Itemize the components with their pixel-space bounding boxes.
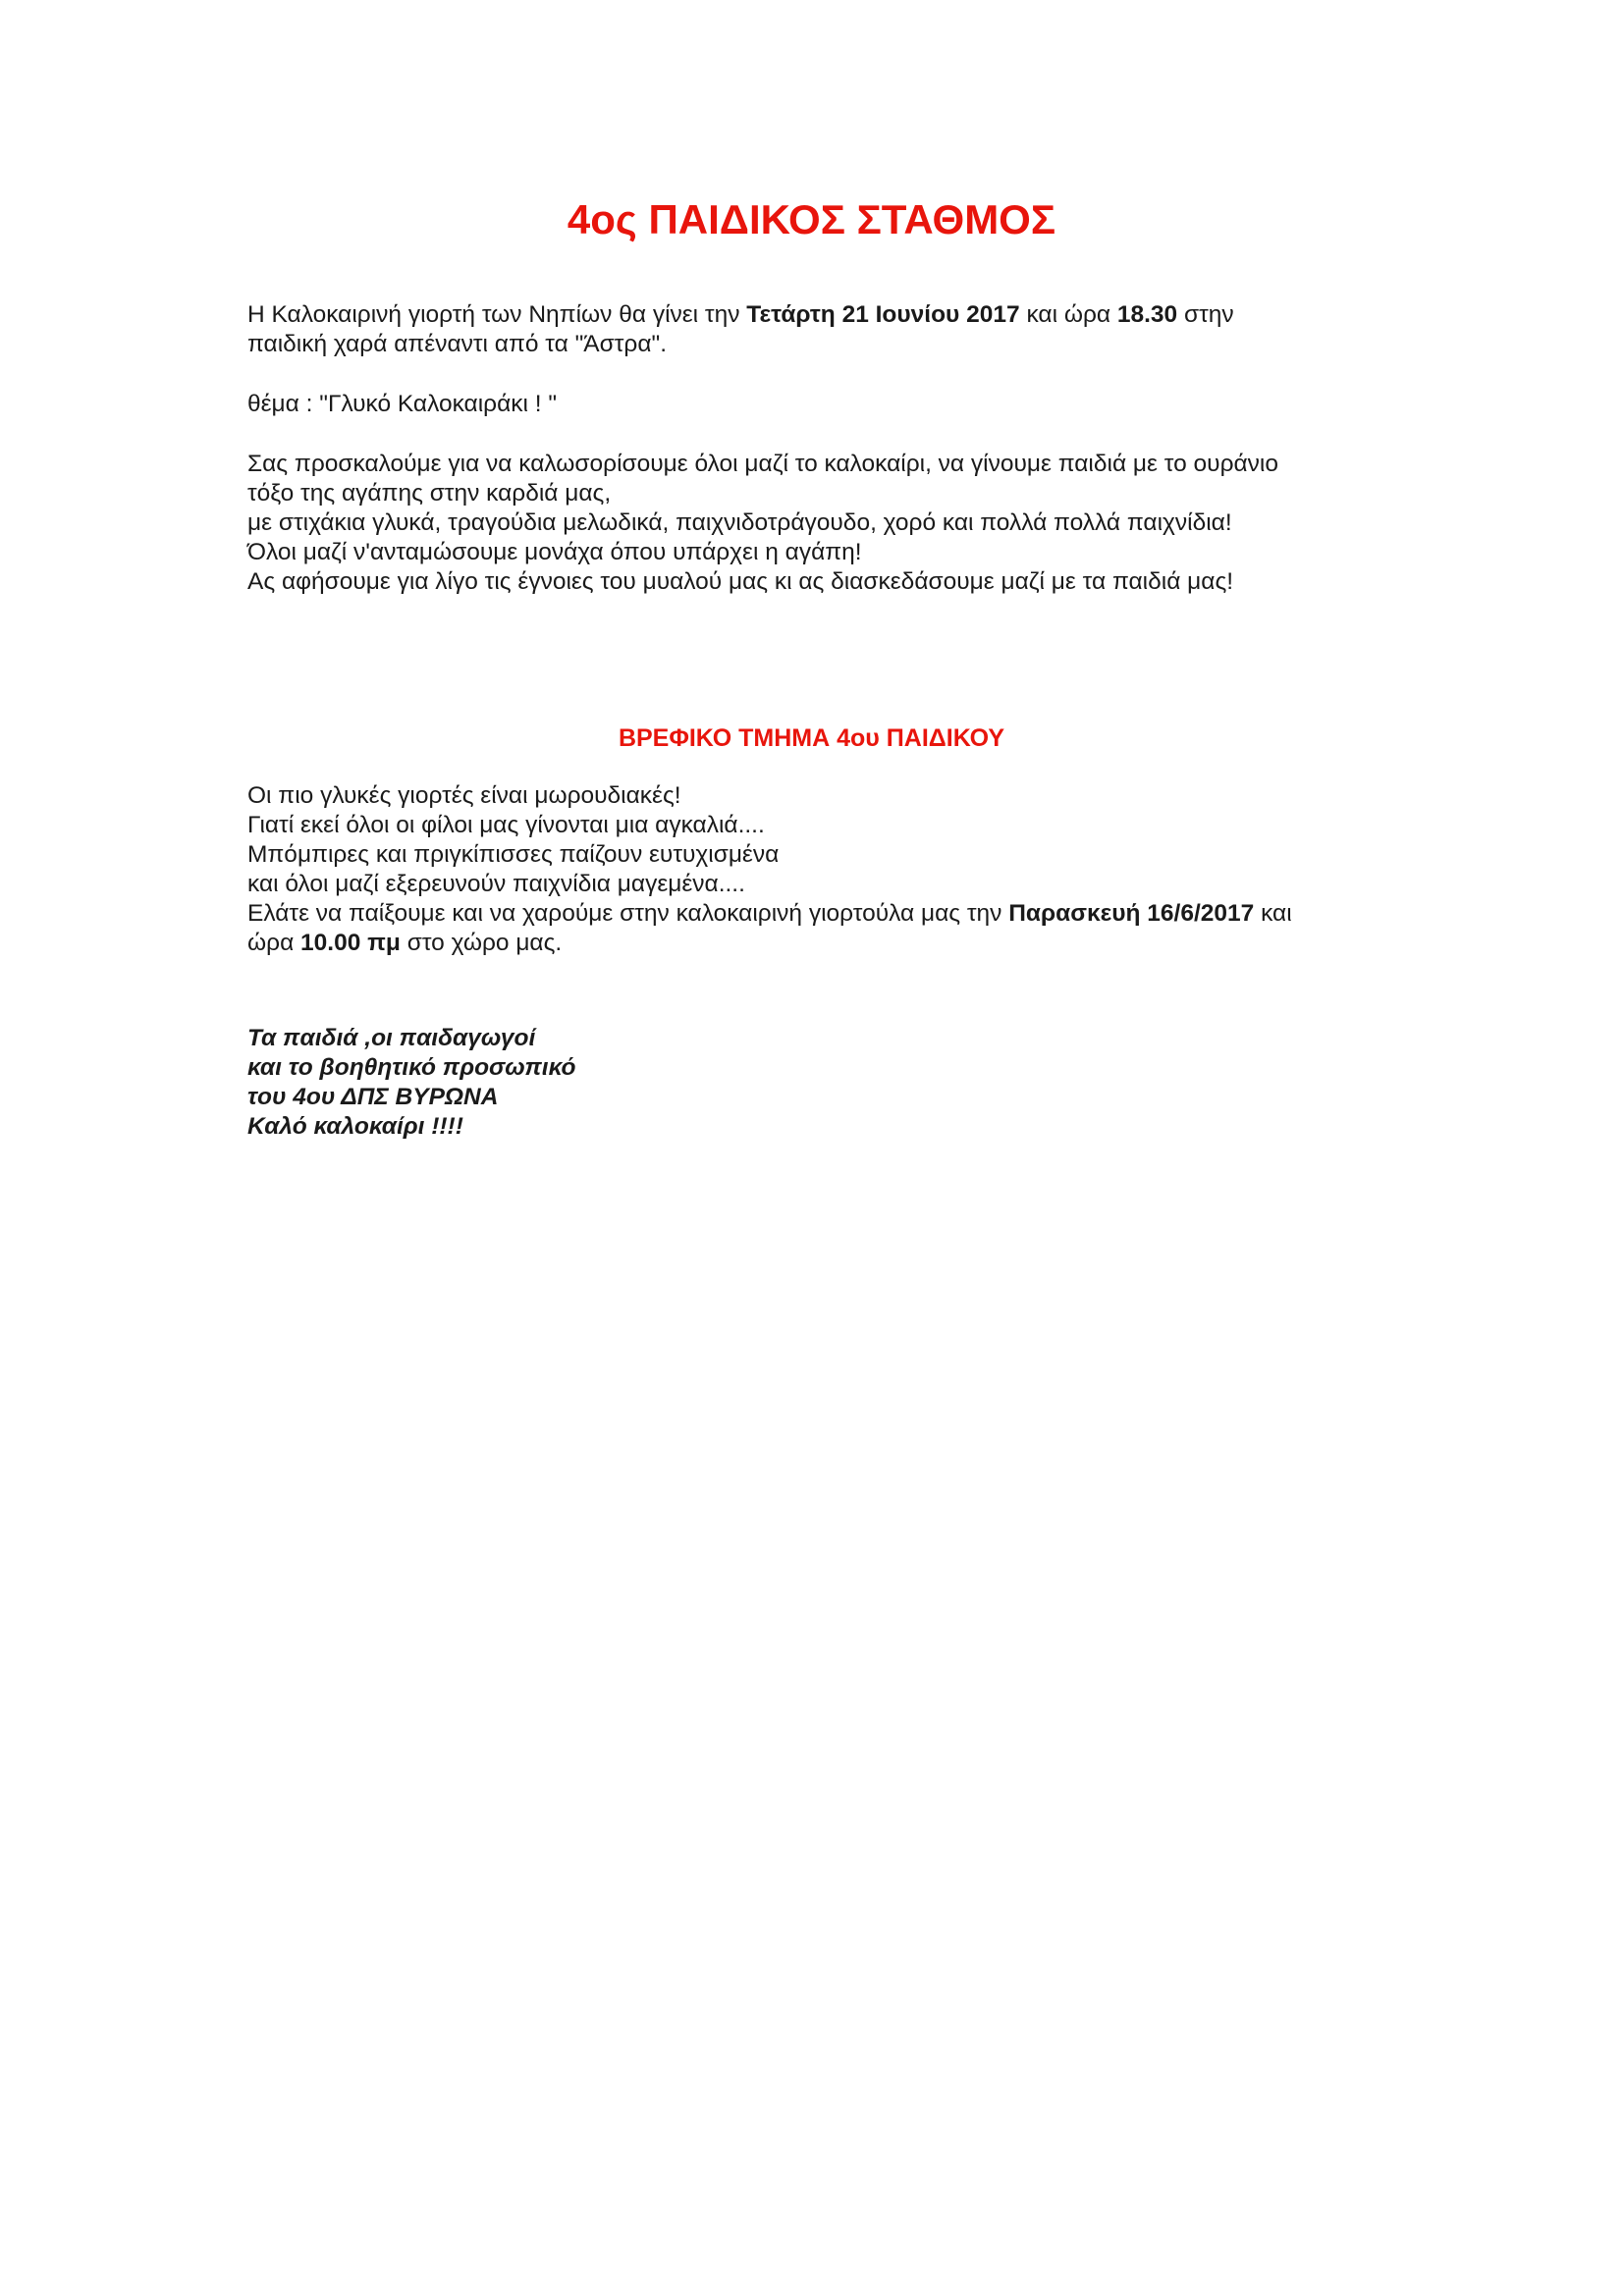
section-subtitle: ΒΡΕΦΙΚΟ ΤΜΗΜΑ 4ου ΠΑΙΔΙΚΟΥ xyxy=(618,724,1005,752)
signature-line: και το βοηθητικό προσωπικό xyxy=(247,1054,576,1081)
theme-line: θέμα : "Γλυκό Καλοκαιράκι ! " xyxy=(247,391,558,417)
signature-line: Τα παιδιά ,οι παιδαγωγοί xyxy=(247,1025,536,1051)
invitation-line: Όλοι μαζί ν'ανταμώσουμε μονάχα όπου υπάρχει η αγάπη! xyxy=(247,539,862,565)
invitation-line: τόξο της αγάπης στην καρδιά μας, xyxy=(247,480,612,507)
infant-line: Οι πιο γλυκές γιορτές είναι μωρουδιακές! xyxy=(247,782,681,809)
intro-text-3: στην xyxy=(1177,301,1234,328)
infant-text-4: στο χώρο μας. xyxy=(400,930,563,956)
invitation-paragraph xyxy=(247,450,1406,597)
infant-paragraph xyxy=(247,781,1406,958)
invitation-line: Ας αφήσουμε για λίγο τις έγνοιες του μυαλού μας κι ας διασκεδάσουμε μαζί με τα παιδιά μας! xyxy=(247,568,1234,595)
signature-line: Καλό καλοκαίρι !!!! xyxy=(247,1113,463,1140)
intro-paragraph xyxy=(247,300,1406,359)
infant-date: Παρασκευή 16/6/2017 xyxy=(1008,900,1255,927)
infant-time: 10.00 πμ xyxy=(300,930,401,956)
infant-invite-line-1 xyxy=(247,899,1406,929)
invitation-line: με στιχάκια γλυκά, τραγούδια μελωδικά, παιχνιδοτράγουδο, χορό και πολλά πολλά παιχνίδια! xyxy=(247,509,1232,536)
page-title: 4ος ΠΑΙΔΙΚΟΣ ΣΤΑΘΜΟΣ xyxy=(567,196,1056,242)
infant-line: Μπόμπιρες και πριγκίπισσες παίζουν ευτυχισμένα xyxy=(247,841,780,868)
intro-text-2: και ώρα xyxy=(1019,301,1117,328)
intro-line-2: παιδική χαρά απέναντι από τα "Άστρα". xyxy=(247,331,668,357)
invitation-line: Σας προσκαλούμε για να καλωσορίσουμε όλοι μαζί το καλοκαίρι, να γίνουμε παιδιά με το ουράνιο xyxy=(247,451,1278,477)
infant-line: και όλοι μαζί εξερευνούν παιχνίδια μαγεμένα.... xyxy=(247,871,745,897)
celebration-time: 18.30 xyxy=(1116,301,1178,328)
signature-line: του 4ου ΔΠΣ ΒΥΡΩΝΑ xyxy=(247,1084,499,1110)
celebration-date: Τετάρτη 21 Ιουνίου 2017 xyxy=(746,301,1020,328)
signature-block xyxy=(247,1024,575,1142)
infant-text-3: ώρα xyxy=(247,930,301,956)
infant-line: Γιατί εκεί όλοι οι φίλοι μας γίνονται μια αγκαλιά.... xyxy=(247,812,765,838)
infant-text-1: Ελάτε να παίξουμε και να χαρούμε στην καλοκαιρινή γιορτούλα μας την xyxy=(247,900,1009,927)
intro-line-1 xyxy=(247,300,1406,330)
infant-text-2: και xyxy=(1254,900,1292,927)
infant-invite-line-2 xyxy=(247,929,1406,958)
intro-text-1: Η Καλοκαιρινή γιορτή των Νηπίων θα γίνει την xyxy=(247,301,747,328)
